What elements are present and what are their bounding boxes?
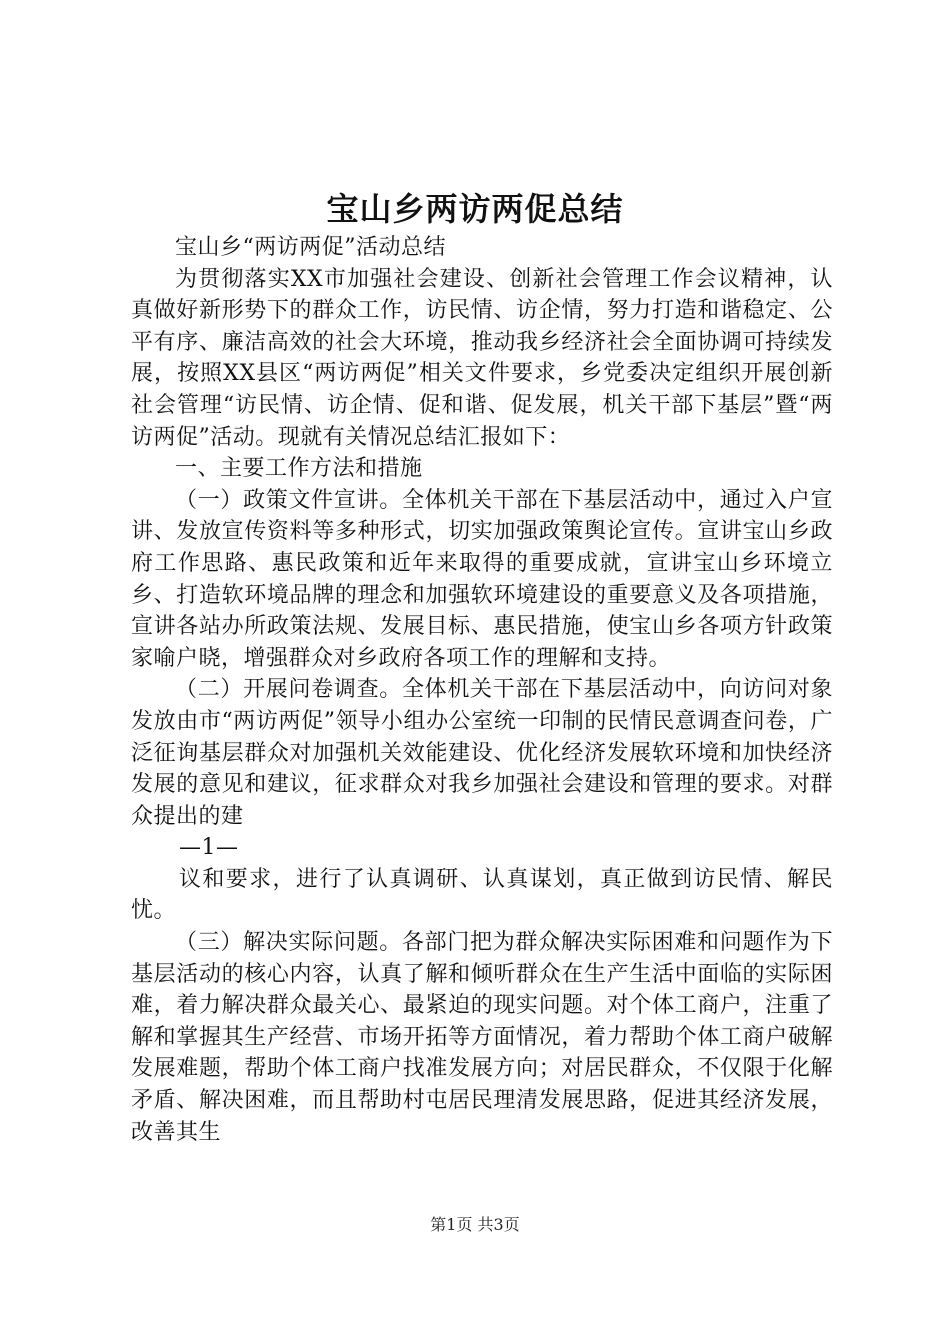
paragraph-intro: 为贯彻落实XX市加强社会建设、创新社会管理工作会议精神，认真做好新形势下的群众工作，访民情、访企情，努力打造和谐稳定、公平有序、廉洁高效的社会大环境，推动我乡经济社会全面协调可持续发展，按照XX县区“两访两促”相关文件要求，乡党委决定组织开展创新社会管理“访民情、访企情、促和谐、促发展，机关干部下基层”暨“两访两促”活动。现就有关情况总结汇报如下： — [131, 266, 833, 450]
paragraph-questionnaire: （二）开展问卷调查。全体机关干部在下基层活动中，向访问对象发放由市“两访两促”领导小组办公室统一印制的民情民意调查问卷，广泛征询基层群众对加强机关效能建设、优化经济发展软环境和加快经济发展的意见和建议，征求群众对我乡加强社会建设和管理的要求。对群众提出的建 — [131, 677, 833, 829]
paragraph-solve-problems: （三）解决实际问题。各部门把为群众解决实际困难和问题作为下基层活动的核心内容，认真了解和倾听群众在生产生活中面临的实际困难，着力解决群众最关心、最紧迫的现实问题。对个体工商户，注重了解和掌握其生产经营、市场开拓等方面情况，着力帮助个体工商户破解发展难题，帮助个体工商户找准发展方向；对居民群众，不仅限于化解矛盾、解决困难，而且帮助村屯居民理清发展思路，促进其经济发展，改善其生 — [131, 930, 833, 1145]
page-footer: 第1页 共3页 — [430, 1215, 520, 1234]
paragraph-heading: 宝山乡“两访两促”活动总结 — [175, 235, 446, 260]
section-heading: 一、主要工作方法和措施 — [175, 456, 423, 482]
document-body — [131, 232, 833, 1148]
paragraph-policy-promotion: （一）政策文件宣讲。全体机关干部在下基层活动中，通过入户宣讲、发放宣传资料等多种形式，切实加强政策舆论宣传。宣讲宝山乡政府工作思路、惠民政策和近年来取得的重要成就，宣讲宝山乡环境立乡、打造软环境品牌的理念和加强软环境建设的重要意义及各项措施，宣讲各站办所政策法规、发展目标、惠民措施，使宝山乡各项方针政策家喻户晓，增强群众对乡政府各项工作的理解和支持。 — [131, 487, 833, 671]
page-number-marker: —1— — [179, 835, 239, 861]
paragraph-continuation: 议和要求，进行了认真调研、认真谋划，真正做到访民情、解民忧。 — [131, 866, 833, 924]
document-title: 宝山乡两访两促总结 — [326, 190, 624, 228]
